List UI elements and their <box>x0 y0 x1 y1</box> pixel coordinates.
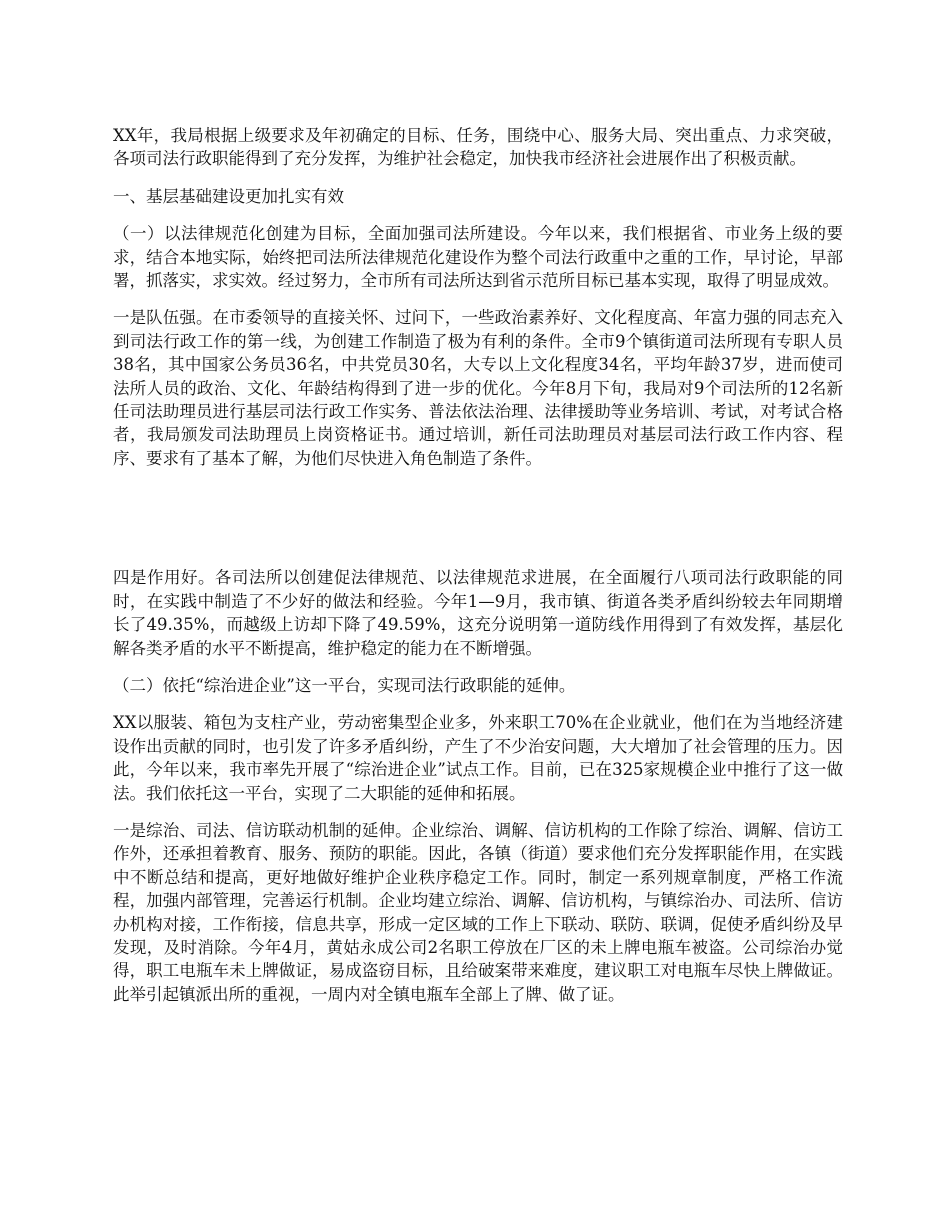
intro-paragraph: XX年，我局根据上级要求及年初确定的目标、任务，围绕中心、服务大局、突出重点、力求突破，各项司法行政职能得到了充分发挥，为维护社会稳定，加快我市经济社会进展作出了积极贡献。 <box>113 126 843 169</box>
document-body <box>113 124 843 1020</box>
point-1-team-paragraph: 一是队伍强。在市委领导的直接关怀、过问下，一些政治素养好、文化程度高、年富力强的同志充入到司法行政工作的第一线，为创建工作制造了极为有利的条件。全市9个镇街道司法所现有专职人员38名，其中国家公务员36名，中共党员30名，大专以上文化程度34名，平均年龄37岁，进而使司法所人员的政治、文化、年龄结构得到了进一步的优化。今年8月下旬，我局对9个司法所的12名新任司法助理员进行基层司法行政工作实务、普法依法治理、法律援助等业务培训、考试，对考试合格者，我局颁发司法助理员上岗资格证书。通过培训，新任司法助理员对基层司法行政工作内容、程序、要求有了基本了解，为他们尽快进入角色制造了条件。 <box>113 308 843 468</box>
blank-gap <box>113 484 843 566</box>
subsection-2-heading: （二）依托“综治进企业”这一平台，实现司法行政职能的延伸。 <box>113 675 576 695</box>
extension-1-paragraph: 一是综治、司法、信访联动机制的延伸。企业综治、调解、信访机构的工作除了综治、调解、信访工作外，还承担着教育、服务、预防的职能。因此，各镇（街道）要求他们充分发挥职能作用，在实践中不断总结和提高，更好地做好维护企业秩序稳定工作。同时，制定一系列规章制度，严格工作流程，加强内部管理，完善运行机制。企业均建立综治、调解、信访机构，与镇综治办、司法所、信访办机构对接，工作衔接，信息共享，形成一定区域的工作上下联动、联防、联调，促使矛盾纠纷及早发现，及时消除。今年4月，黄姑永成公司2名职工停放在厂区的未上牌电瓶车被盗。公司综治办觉得，职工电瓶车未上牌做证，易成盗窃目标，且给破案带来难度，建议职工对电瓶车尽快上牌做证。此举引起镇派出所的重视，一周内对全镇电瓶车全部上了牌、做了证。 <box>113 820 843 1004</box>
section-heading-grassroots: 一、基层基础建设更加扎实有效 <box>113 186 344 206</box>
point-4-effect-paragraph: 四是作用好。各司法所以创建促法律规范、以法律规范求进展，在全面履行八项司法行政职能的同时，在实践中制造了不少好的做法和经验。今年1—9月，我市镇、街道各类矛盾纠纷较去年同期增长了49.35%，而越级上访却下降了49.59%，这充分说明第一道防线作用得到了有效发挥，基层化解各类矛盾的水平不断提高，维护稳定的能力在不断增强。 <box>113 568 843 658</box>
enterprise-context-paragraph: XX以服装、箱包为支柱产业，劳动密集型企业多，外来职工70%在企业就业，他们在为当地经济建设作出贡献的同时，也引发了许多矛盾纠纷，产生了不少治安问题，大大增加了社会管理的压力。因此，今年以来，我市率先开展了“综治进企业”试点工作。目前，已在325家规模企业中推行了这一做法。我们依托这一平台，实现了二大职能的延伸和拓展。 <box>113 713 843 803</box>
subsection-1-paragraph: （一）以法律规范化创建为目标，全面加强司法所建设。今年以来，我们根据省、市业务上级的要求，结合本地实际，始终把司法所法律规范化建设作为整个司法行政重中之重的工作，早讨论，早部署，抓落实，求实效。经过努力，全市所有司法所达到省示范所目标已基本实现，取得了明显成效。 <box>113 224 843 291</box>
